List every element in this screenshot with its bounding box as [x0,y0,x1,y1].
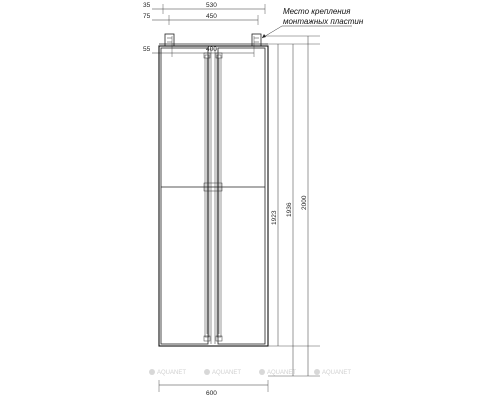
mounting-note [262,7,364,38]
dim-400: 400 [206,46,217,53]
mounting-plates [159,34,268,46]
dim-600: 600 [206,390,217,397]
note-line-2: монтажных пластин [283,17,364,26]
vertical-dimensions [265,36,320,376]
dim-55: 55 [143,46,151,53]
aquanet-logo-icon [259,369,265,375]
aquanet-logo-icon [204,369,210,375]
watermark-4: AQUANET [322,370,352,376]
dim-530: 530 [206,2,217,9]
dim-75: 75 [143,13,151,20]
watermark-2: AQUANET [212,370,242,376]
watermark-1: AQUANET [157,370,187,376]
note-line-1: Место крепления [283,7,351,16]
aquanet-logo-icon [314,369,320,375]
watermark-3: AQUANET [267,370,297,376]
cabinet-front-view [159,46,268,346]
watermark-row [149,369,351,376]
dim-35: 35 [143,2,151,9]
dim-1923: 1923 [271,210,278,225]
dim-2000: 2000 [301,195,308,210]
dim-1936: 1936 [286,202,293,217]
bottom-dimension [159,380,268,397]
dim-450: 450 [206,13,217,20]
aquanet-logo-icon [149,369,155,375]
